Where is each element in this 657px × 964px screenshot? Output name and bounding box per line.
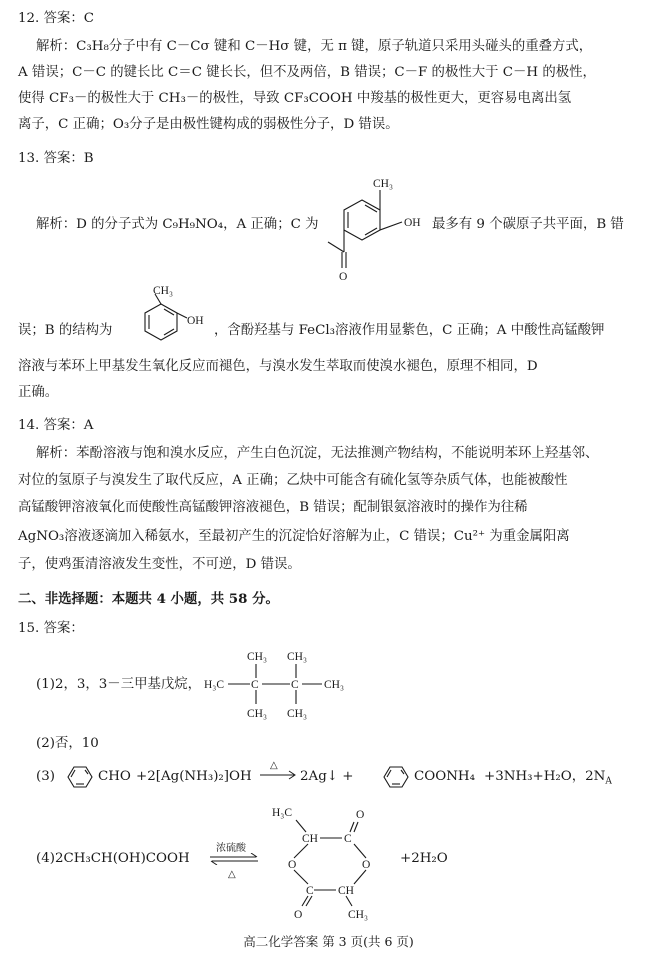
q15-part4-reactant: (4)2CH₃CH(OH)COOH [36,851,190,866]
equilibrium-arrow-icon [208,853,260,865]
reaction-arrow-icon [258,770,298,780]
section-2-heading: 二、非选择题：本题共 4 小题，共 58 分。 [18,591,279,607]
q13-line3: 溶液与苯环上甲基发生氧化反应而褪色，与溴水发生萃取而使溴水褪色，原理不相同，D [18,359,538,374]
q15-part3-coonh4: COONH₄ [414,769,475,784]
q13-line2a: 误；B 的结构为 [18,323,113,338]
formula-right-ch3: CH₃ [324,679,344,691]
q15-part3-label: (3) [36,769,55,784]
compound-b-structure [125,284,220,346]
q14-line2: 对位的氢原子与溴发生了取代反应，A 正确；乙炔中可能含有硫化氢等杂质气体，也能被酸性 [18,473,568,488]
benzene-ring-icon [60,762,94,792]
formula-left-h3c: H₃C [204,679,224,691]
q15-part3-heat: △ [270,760,278,771]
ring-ch-top: CH [302,833,318,845]
benzene-ring-icon-2 [376,762,410,792]
q15-part3-silver: 2Ag↓ + [300,769,354,784]
svg-text:C: C [251,679,259,691]
ring-o-right: O [362,859,371,871]
ring-c-top: C [344,833,352,845]
lactide-ring-structure [262,800,392,928]
compound-c-oh-label: OH [404,217,421,229]
page-footer: 高二化学答案 第 3 页(共 6 页) [243,934,414,949]
q14-line1: 解析：苯酚溶液与饱和溴水反应，产生白色沉淀，无法推测产物结构，不能说明苯环上羟基邻、 [36,446,599,461]
compound-c-ch3-label: CH₃ [373,178,393,190]
formula-top-ch3-1: CH₃ [247,651,267,663]
formula-bot-ch3-2: CH₃ [287,708,307,720]
q15-answer: 15. 答案： [18,621,84,636]
q15-part3-reagent: +2[Ag(NH₃)₂]OH [136,769,252,784]
formula-bot-ch3-1: CH₃ [247,708,267,720]
q14-line5: 子，使鸡蛋清溶液发生变性，不可逆，D 错误。 [18,557,301,572]
ring-ch3-bot: CH₃ [348,909,368,921]
q13-answer: 13. 答案：B [18,151,94,166]
compound-b-oh-label: OH [187,315,204,327]
svg-text:C: C [291,679,299,691]
q15-part3-products: +3NH₃+H₂O，$2N_A$ [484,769,612,787]
ring-o-bot: O [294,909,303,921]
q13-line4: 正确。 [18,385,59,400]
q12-line4: 离子，C 正确；O₃分子是由极性键构成的弱极性分子，D 错误。 [18,117,399,132]
q12-answer: 12. 答案：C [18,11,94,26]
q13-line1a: 解析：D 的分子式为 C₉H₉NO₄，A 正确；C 为 [36,217,319,232]
q15-part1-formula [198,646,358,722]
ring-o-top: O [356,809,365,821]
q13-line1b: 最多有 9 个碳原子共平面，B 错 [432,217,624,232]
compound-c-o-label: O [339,271,348,282]
q15-part4-water: +2H₂O [400,851,448,866]
ring-o-left: O [288,859,297,871]
q15-part4-heat: △ [228,869,236,880]
q14-answer: 14. 答案：A [18,418,94,433]
ring-c-bot: C [306,885,314,897]
q14-line4: AgNO₃溶液逐滴加入稀氨水，至最初产生的沉淀恰好溶解为止，C 错误；Cu²⁺ 为重金属阳离 [18,529,570,544]
formula-top-ch3-2: CH₃ [287,651,307,663]
q15-part1: (1)2，3，3－三甲基戊烷， [36,677,202,692]
q15-part2: (2)否，10 [36,736,99,751]
ring-ch-bot: CH [338,885,354,897]
ring-h3c-top: H₃C [272,807,292,819]
q12-line1: 解析：C₃H₈分子中有 C－Cσ 键和 C－Hσ 键，无 π 键，原子轨道只采用头碰头的重叠方式， [36,39,593,54]
q13-line2b: ，含酚羟基与 FeCl₃溶液作用显紫色，C 正确；A 中酸性高锰酸钾 [214,323,605,338]
q15-part3-cho: CHO [98,769,131,784]
q15-part4-catalyst: 浓硫酸 [216,843,246,854]
q12-line3: 使得 CF₃－的极性大于 CH₃－的极性，导致 CF₃COOH 中羧基的极性更大，更容易电离出氢 [18,91,572,106]
q12-line2: A 错误；C－C 的键长比 C＝C 键长长，但不及两倍，B 错误；C－F 的极性大于 C－H 的极性， [18,65,596,80]
compound-b-ch3-label: CH₃ [153,285,173,297]
q14-line3: 高锰酸钾溶液氧化而使酸性高锰酸钾溶液褪色，B 错误；配制银氨溶液时的操作为往稀 [18,500,528,515]
compound-c-structure [318,174,443,282]
